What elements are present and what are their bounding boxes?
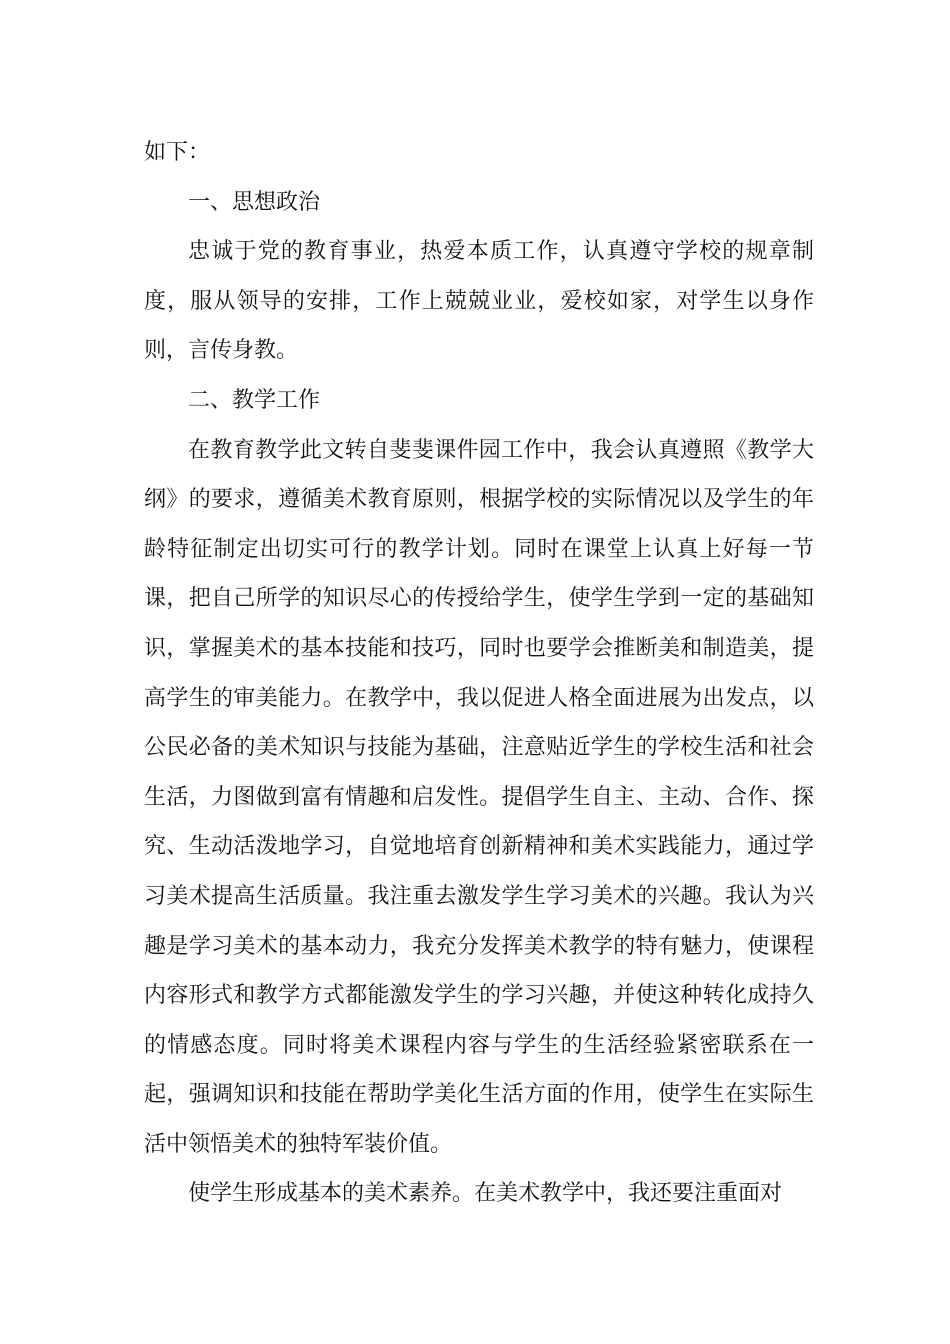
opening-line: 如下：: [144, 140, 211, 165]
paragraph-political: 忠诚于党的教育事业，热爱本质工作，认真遵守学校的规章制度，服从领导的安排，工作上兢兢业业，爱校如家，对学生以身作则，言传身教。: [144, 239, 814, 364]
paragraph-teaching-continued: 使学生形成基本的美术素养。在美术教学中，我还要注重面对: [188, 1181, 783, 1207]
document-body: [144, 128, 814, 1219]
paragraph-teaching-main: 在教育教学此文转自斐斐课件园工作中，我会认真遵照《教学大纲》的要求，遵循美术教育原则，根据学校的实际情况以及学生的年龄特征制定出切实可行的教学计划。同时在课堂上认真上好每一节课，把自己所学的知识尽心的传授给学生，使学生学到一定的基础知识，掌握美术的基本技能和技巧，同时也要学会推断美和制造美，提高学生的审美能力。在教学中，我以促进人格全面进展为出发点，以公民必备的美术知识与技能为基础，注意贴近学生的学校生活和社会生活，力图做到富有情趣和启发性。提倡学生自主、主动、合作、探究、生动活泼地学习，自觉地培育创新精神和美术实践能力，通过学习美术提高生活质量。我注重去激发学生学习美术的兴趣。我认为兴趣是学习美术的基本动力，我充分发挥美术教学的特有魅力，使课程内容形式和教学方式都能激发学生的学习兴趣，并使这种转化成持久的情感态度。同时将美术课程内容与学生的生活经验紧密联系在一起，强调知识和技能在帮助学美化生活方面的作用，使学生在实际生活中领悟美术的独特军装价值。: [144, 437, 814, 1157]
section-heading-teaching: 二、教学工作: [188, 387, 321, 413]
section-heading-political: 一、思想政治: [188, 189, 321, 215]
